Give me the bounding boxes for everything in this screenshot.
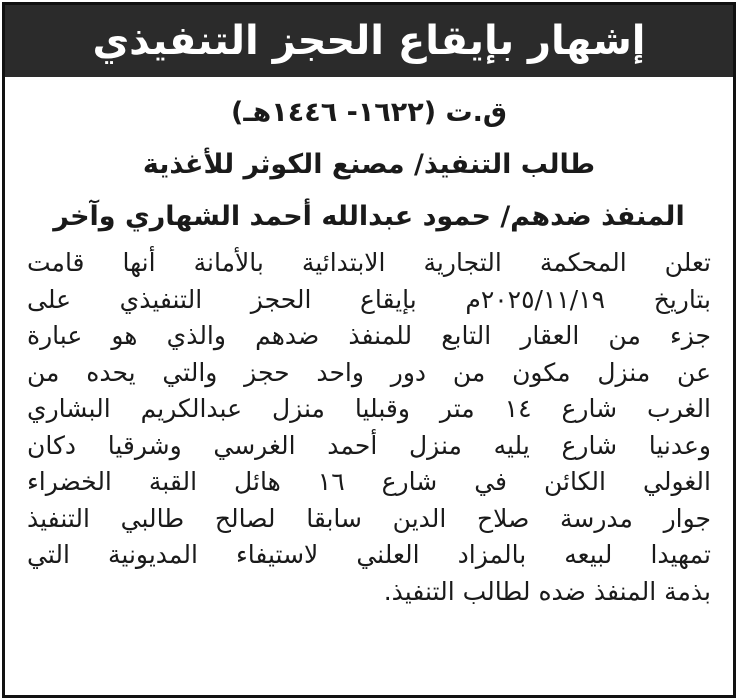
notice-body (5, 77, 733, 610)
paragraph-line: بتاريخ ٢٠٢٥/١١/١٩م بإيقاع الحجز التنفيذي على (27, 284, 711, 314)
paragraph-line: الغرب شارع ١٤ متر وقبليا منزل عبدالكريم البشاري (27, 394, 712, 423)
court-notice (2, 2, 736, 698)
paragraph-line: تعلن المحكمة التجارية الابتدائية بالأمانة أنها قامت (27, 248, 711, 277)
case-number: ق.ت (١٦٢٢- ١٤٤٦هـ) (230, 97, 508, 128)
paragraph-line: بذمة المنفذ ضده لطالب التنفيذ. (383, 576, 711, 606)
paragraph-line: الغولي الكائن في شارع ١٦ هائل القبة الخضراء (27, 467, 711, 496)
defendant: المنفذ ضدهم/ حمود عبدالله أحمد الشهاري وآخر (53, 201, 685, 232)
paragraph-line: تمهيدا لبيعه بالمزاد العلني لاستيفاء المديونية التي (27, 540, 711, 569)
notice-paragraph (27, 245, 711, 610)
paragraph-line: جوار مدرسة صلاح الدين سابقا لصالح طالبي التنفيذ (27, 503, 711, 533)
paragraph-line: وعدنيا شارع يليه منزل أحمد الغرسي وشرقيا دكان (27, 430, 711, 460)
notice-title: إشهار بإيقاع الحجز التنفيذي (92, 18, 646, 64)
paragraph-line: عن منزل مكون من دور واحد حجز والتي يحده من (27, 357, 711, 387)
paragraph-line: جزء من العقار التابع للمنفذ ضدهم والذي هو عبارة (27, 321, 711, 350)
notice-title-bar (5, 5, 733, 77)
execution-requester: طالب التنفيذ/ مصنع الكوثر للأغذية (142, 149, 596, 180)
